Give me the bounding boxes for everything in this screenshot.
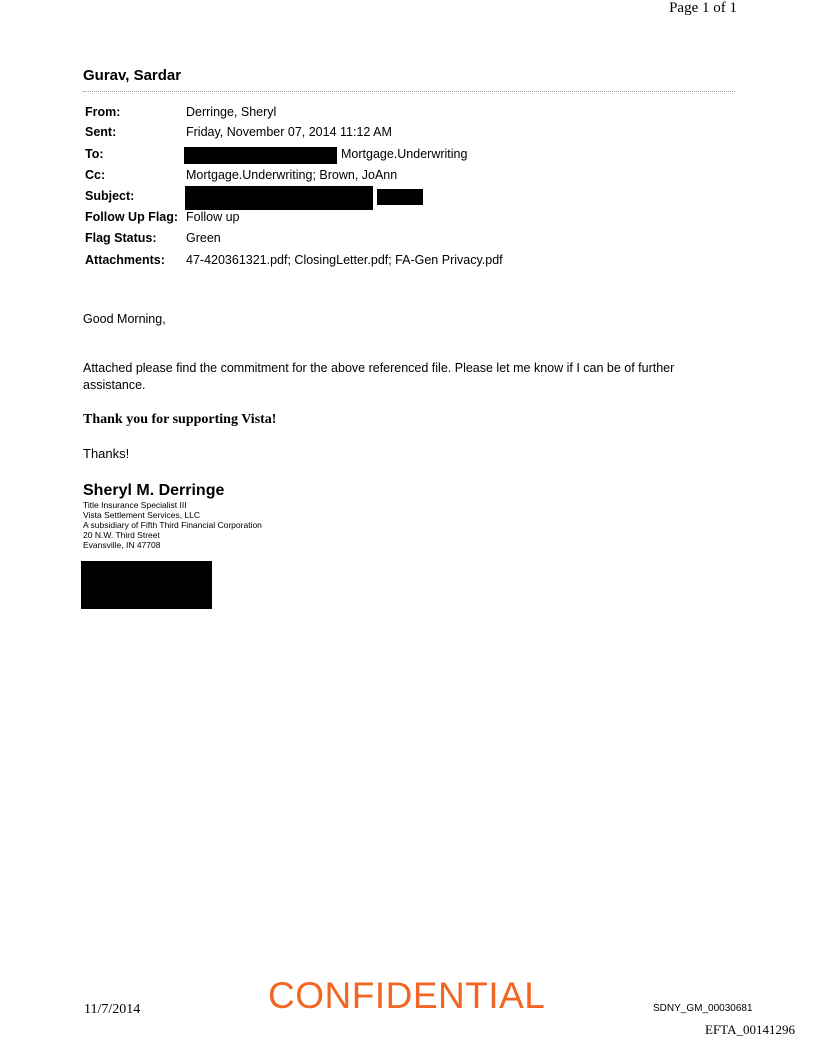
sent-value: Friday, November 07, 2014 11:12 AM	[186, 125, 392, 139]
from-value: Derringe, Sheryl	[186, 105, 277, 119]
email-closing: Thanks!	[83, 446, 130, 461]
cc-label: Cc:	[85, 168, 106, 182]
signature-parent-company: A subsidiary of Fifth Third Financial Corporation	[83, 520, 262, 530]
mailbox-owner-name: Gurav, Sardar	[83, 67, 182, 84]
follow-up-flag-value: Follow up	[186, 210, 240, 224]
flag-status-label: Flag Status:	[85, 231, 157, 245]
signature-name: Sheryl M. Derringe	[83, 482, 225, 499]
sent-label: Sent:	[85, 125, 117, 139]
email-greeting: Good Morning,	[83, 312, 166, 326]
confidential-stamp: CONFIDENTIAL	[268, 975, 546, 1016]
signature-street: 20 N.W. Third Street	[83, 530, 160, 540]
redaction-box-signature	[81, 561, 212, 609]
redaction-box-to	[184, 147, 337, 164]
attachments-label: Attachments:	[85, 253, 165, 267]
email-body-paragraph: Attached please find the commitment for the above referenced file. Please let me know if I can be of further assistance.	[83, 361, 675, 392]
header-divider	[83, 91, 735, 92]
redaction-box-subject-secondary	[377, 189, 423, 205]
from-label: From:	[85, 105, 121, 119]
page-number: Page 1 of 1	[669, 0, 737, 16]
bates-number-efta: EFTA_00141296	[705, 1022, 795, 1037]
cc-value: Mortgage.Underwriting; Brown, JoAnn	[186, 168, 398, 182]
signature-title: Title Insurance Specialist III	[83, 500, 187, 510]
redaction-box-subject	[185, 186, 373, 210]
subject-label: Subject:	[85, 189, 135, 203]
signature-block	[83, 500, 262, 550]
footer-date: 11/7/2014	[84, 1002, 141, 1017]
to-label: To:	[85, 147, 104, 161]
signature-city: Evansville, IN 47708	[83, 540, 161, 550]
signature-company: Vista Settlement Services, LLC	[83, 510, 201, 520]
follow-up-flag-label: Follow Up Flag:	[85, 210, 179, 224]
bates-number-sdny: SDNY_GM_00030681	[653, 1003, 753, 1014]
attachments-value: 47-420361321.pdf; ClosingLetter.pdf; FA-Gen Privacy.pdf	[186, 253, 503, 267]
to-value: Mortgage.Underwriting	[341, 147, 468, 161]
flag-status-value: Green	[186, 231, 221, 245]
email-tagline: Thank you for supporting Vista!	[83, 412, 277, 427]
